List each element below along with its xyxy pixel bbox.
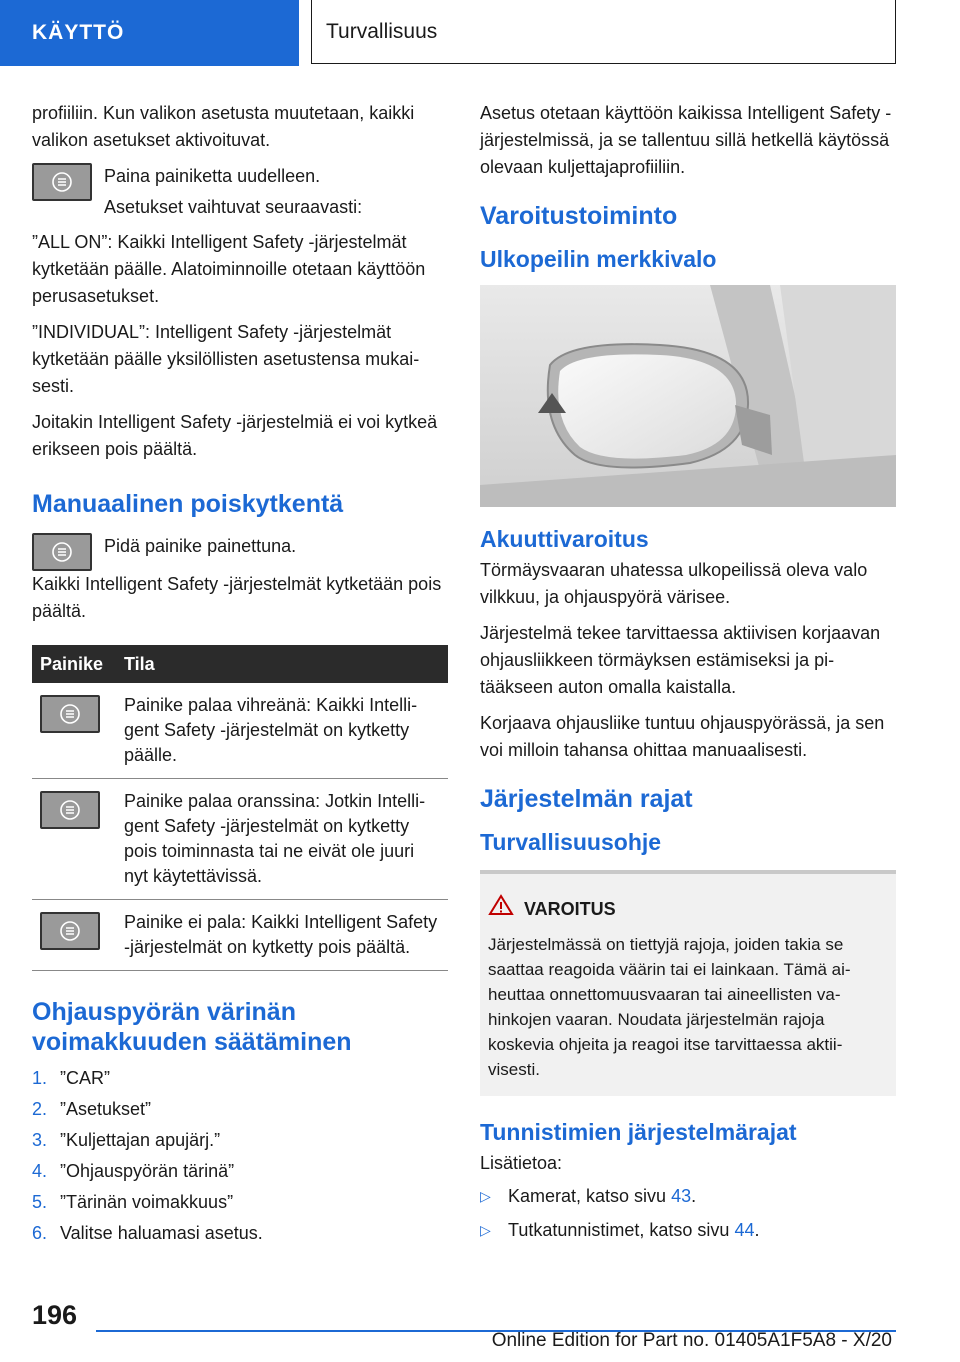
- table-row: [32, 683, 448, 779]
- press-again-text: Paina painiketta uudelleen.: [104, 166, 321, 186]
- reference-list: [480, 1179, 896, 1247]
- page-link-radar[interactable]: 44: [734, 1219, 755, 1240]
- warning-function-heading: Varoitustoiminto: [480, 202, 678, 230]
- list-item: 2. ”Asetukset”: [32, 1099, 152, 1119]
- right-column: [480, 100, 896, 1247]
- manual-heading: Manuaalinen poiskytkentä: [32, 490, 344, 518]
- safety-button-icon: [40, 695, 100, 733]
- page-header: [0, 0, 960, 66]
- warning-triangle-icon: [488, 894, 514, 924]
- individual-paragraph: ”INDIVIDUAL”: Intelligent Safety -järjestelmät kytketään päälle yksilöllisten asetustensa mukaisesti.: [32, 322, 420, 396]
- acute-paragraph-1: Törmäysvaaran uhatessa ulkopeilissä oleva valo vilkkuu, ja ohjauspyörä värisee.: [480, 560, 868, 607]
- page-number: 196: [32, 1300, 78, 1330]
- list-item: 4. ”Ohjauspyörän tärinä”: [32, 1161, 235, 1181]
- table-header-status: Tila: [116, 645, 448, 683]
- right-intro-paragraph: Asetus otetaan käyttöön kaikissa Intelligent Safety -järjestelmissä, ja se tallentuu sillä hetkellä käytössä olevaan kuljettajaprofiiliin.: [480, 103, 892, 177]
- safety-button-icon: [32, 533, 92, 571]
- table-row: [32, 779, 448, 900]
- button-status-table: [32, 645, 448, 971]
- table-header-button: Painike: [32, 645, 116, 683]
- warning-title: VAROITUS: [488, 894, 888, 924]
- settings-change-text: Asetukset vaihtuvat seuraavasti:: [104, 197, 363, 217]
- section-tab[interactable]: KÄYTTÖ: [0, 0, 299, 66]
- list-item: 3. ”Kuljettajan apujärj.”: [32, 1130, 221, 1150]
- vibration-heading: Ohjauspyörän värinän voimakkuuden säätäminen: [32, 998, 352, 1056]
- hold-button-text: Pidä painike painettuna.: [104, 536, 297, 556]
- side-mirror-illustration: [480, 285, 896, 507]
- some-systems-paragraph: Joitakin Intelligent Safety -järjestelmiä ei voi kytkeä erikseen pois päältä.: [32, 412, 438, 459]
- safety-note-heading: Turvallisuusohje: [480, 829, 662, 855]
- press-again-row: [32, 163, 448, 225]
- edition-text: Online Edition for Part no. 01405A1F5A8 - X/20: [491, 1330, 892, 1351]
- intro-paragraph: profiiliin. Kun valikon asetusta muutetaan, kaikki valikon asetukset aktivoituvat.: [32, 103, 415, 150]
- warning-text: Järjestelmässä on tiettyjä rajoja, joiden takia se saattaa reagoida väärin tai ei lainkaan. Tämä aiheuttaa onnettomuusvaaran tai aineellisten vahinkojen vaaran. Noudata järjestelmän rajoja koskevia ohjeita ja reagoi itse tarvittaessa aktiivisesti.: [488, 935, 851, 1079]
- limits-heading: Järjestelmän rajat: [480, 785, 693, 813]
- all-on-paragraph: ”ALL ON”: Kaikki Intelligent Safety -järjestelmät kytketään päälle. Alatoiminnoille otetaan käyttöön perusasetukset.: [32, 232, 426, 306]
- table-cell-status: Painike palaa vihreänä: Kaikki Intelligent Safety -järjestelmät on kytketty päälle.: [116, 683, 448, 779]
- acute-paragraph-3: Korjaava ohjausliike tuntuu ohjauspyörässä, ja sen voi milloin tahansa ohittaa manuaalisesti.: [480, 713, 885, 760]
- sensor-limits-heading: Tunnistimien järjestelmärajat: [480, 1119, 797, 1145]
- warning-box: [480, 870, 896, 1096]
- hold-button-row: [32, 533, 448, 571]
- acute-warning-heading: Akuuttivaroitus: [480, 526, 649, 552]
- list-item: ▷ Kamerat, katso sivu 43.: [480, 1179, 896, 1213]
- triangle-bullet-icon: ▷: [480, 1187, 491, 1204]
- steps-list: [32, 1065, 448, 1251]
- more-info-text: Lisätietoa:: [480, 1153, 563, 1173]
- list-item: 5. ”Tärinän voimakkuus”: [32, 1192, 234, 1212]
- table-row: [32, 900, 448, 971]
- list-item: ▷ Tutkatunnistimet, katso sivu 44.: [480, 1213, 896, 1247]
- safety-button-icon: [32, 163, 92, 201]
- all-off-paragraph: Kaikki Intelligent Safety -järjestelmät kytketään pois päältä.: [32, 574, 442, 621]
- safety-button-icon: [40, 912, 100, 950]
- acute-paragraph-2: Järjestelmä tekee tarvittaessa aktiivisen korjaavan ohjausliikkeen törmäyksen estämiseksi ja pitääkseen auton omalla kaistalla.: [480, 623, 881, 697]
- list-item: 6. Valitse haluamasi asetus.: [32, 1223, 263, 1243]
- mirror-light-heading: Ulkopeilin merkkivalo: [480, 246, 717, 272]
- triangle-bullet-icon: ▷: [480, 1221, 491, 1238]
- page-footer: [0, 1296, 960, 1362]
- left-column: [32, 100, 448, 1251]
- table-cell-status: Painike palaa oranssina: Jotkin Intelligent Safety -järjestelmät on kytketty pois toiminnasta tai ne eivät ole juuri nyt käytettävissä.: [116, 779, 448, 900]
- chapter-title: Turvallisuus: [311, 0, 896, 64]
- page-link-cameras[interactable]: 43: [671, 1185, 692, 1206]
- list-item: 1. ”CAR”: [32, 1068, 110, 1088]
- safety-button-icon: [40, 791, 100, 829]
- table-cell-status: Painike ei pala: Kaikki Intelligent Safety -järjestelmät on kytketty pois päältä.: [116, 900, 448, 971]
